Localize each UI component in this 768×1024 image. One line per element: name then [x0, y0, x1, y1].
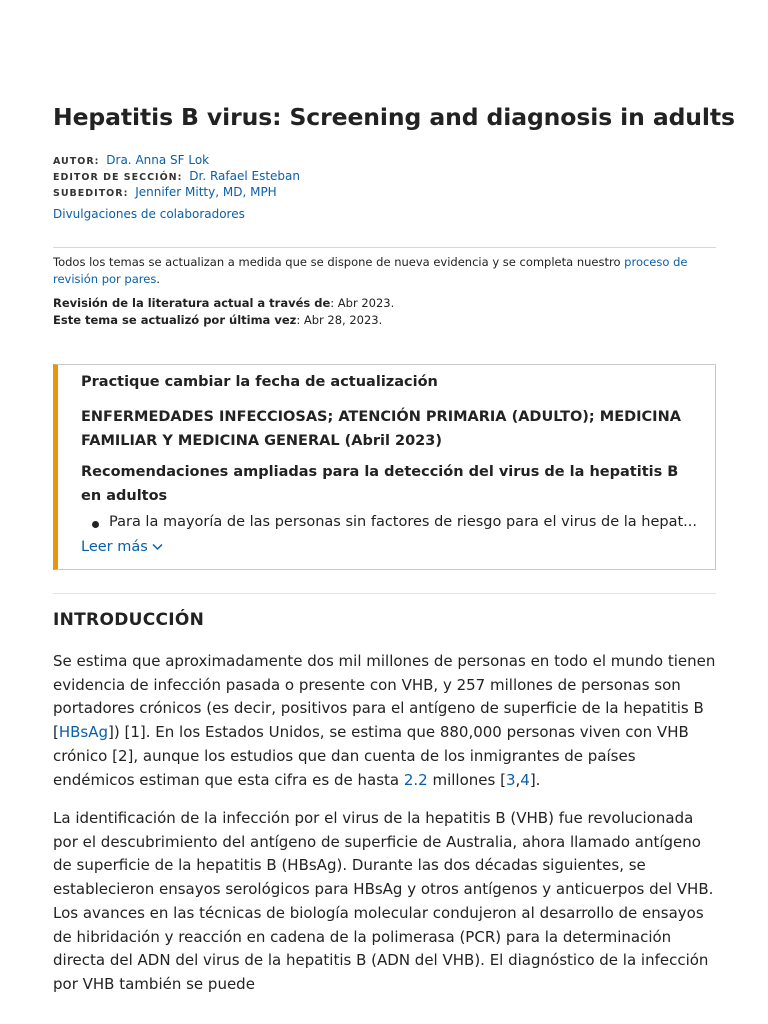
credit-section-editor [53, 168, 300, 184]
bullet-icon [92, 521, 99, 528]
read-more-label: Leer más [81, 539, 148, 555]
reference-link-4[interactable]: 4 [520, 770, 530, 789]
update-note-text: Todos los temas se actualizan a medida que se dispone de nueva evidencia y se completa nuestro [53, 255, 625, 269]
callout-recommendation-title: Recomendaciones ampliadas para la detección del virus de la hepatitis B en adultos [81, 464, 679, 504]
author-credits [53, 152, 300, 200]
section-editor-link[interactable]: Dr. Rafael Esteban [189, 169, 300, 183]
deputy-editor-link[interactable]: Jennifer Mitty, MD, MPH [135, 185, 277, 199]
chevron-down-icon [152, 543, 163, 551]
divider [53, 247, 716, 248]
paragraph-text: millones [ [427, 770, 506, 789]
reference-link-3[interactable]: 3 [505, 770, 516, 789]
update-note [53, 254, 718, 288]
review-label: Revisión de la literatura actual a través de [53, 296, 331, 310]
literature-review-line [53, 295, 394, 312]
paragraph-text: Se estima que aproximadamente dos mil millones de personas en todo el mundo tienen evidencia de infección pasada o presente con VHB, y 257 millones de personas son portadores crónicos (es decir, positivos para el antígeno de superficie de la hepatitis B [ [53, 652, 716, 742]
update-note-end: . [156, 272, 160, 286]
callout-heading: Practique cambiar la fecha de actualización [81, 374, 438, 390]
author-link[interactable]: Dra. Anna SF Lok [106, 153, 210, 167]
figure-link-2-2[interactable]: 2.2 [403, 770, 428, 789]
practice-change-callout [53, 364, 716, 570]
review-value: : Abr 2023. [330, 296, 395, 310]
hbsag-link[interactable]: HBsAg [58, 723, 109, 742]
divider [53, 593, 716, 594]
paragraph-text: , [515, 770, 521, 789]
updated-value: : Abr 28, 2023. [296, 313, 383, 327]
last-updated-line [53, 312, 394, 329]
credit-deputy-editor [53, 184, 300, 200]
intro-paragraph-2: La identificación de la infección por el virus de la hepatitis B (VHB) fue revolucionada por el descubrimiento del antígeno de superficie de Australia, ahora llamado antígeno de superficie de la hepatitis B (HBsAg). Durante las dos décadas siguientes, se establecieron ensayos serológicos para HBsAg y otros antígenos y anticuerpos del VHB. Los avances en las técnicas de biología molecular condujeron al desarrollo de ensayos de hibridación y reacción en cadena de la polimerasa (PCR) para la determinación directa del ADN del virus de la hepatitis B (ADN del VHB). El diagnóstico de la infección por VHB también se puede [53, 809, 714, 993]
section-heading-introduction: INTRODUCCIÓN [53, 610, 205, 630]
disclosures-link[interactable]: Divulgaciones de colaboradores [53, 207, 245, 221]
credit-author [53, 152, 300, 168]
peer-review-link[interactable]: proceso de revisión por pares [53, 255, 688, 286]
paragraph-text: ]) [1]. En los Estados Unidos, se estima que 880,000 personas viven con VHB crónico [2], aunque los estudios que dan cuenta de los inmigrantes de países endémicos estiman que esta cifra es de hasta [53, 723, 689, 789]
literature-review-info [53, 295, 394, 329]
paragraph-text: ]. [529, 770, 541, 789]
page-title: Hepatitis B virus: Screening and diagnosis in adults [53, 103, 735, 131]
credit-label: EDITOR DE SECCIÓN: [53, 172, 183, 183]
credit-label: SUBEDITOR: [53, 188, 129, 199]
intro-paragraph-1 [53, 650, 718, 792]
credit-label: AUTOR: [53, 156, 100, 167]
updated-label: Este tema se actualizó por última vez [53, 313, 297, 327]
read-more-link[interactable] [81, 539, 163, 555]
callout-specialties: ENFERMEDADES INFECCIOSAS; ATENCIÓN PRIMARIA (ADULTO); MEDICINA FAMILIAR Y MEDICINA GENERAL (Abril 2023) [81, 409, 681, 449]
callout-bullet-text: Para la mayoría de las personas sin factores de riesgo para el virus de la hepat... [109, 514, 697, 530]
